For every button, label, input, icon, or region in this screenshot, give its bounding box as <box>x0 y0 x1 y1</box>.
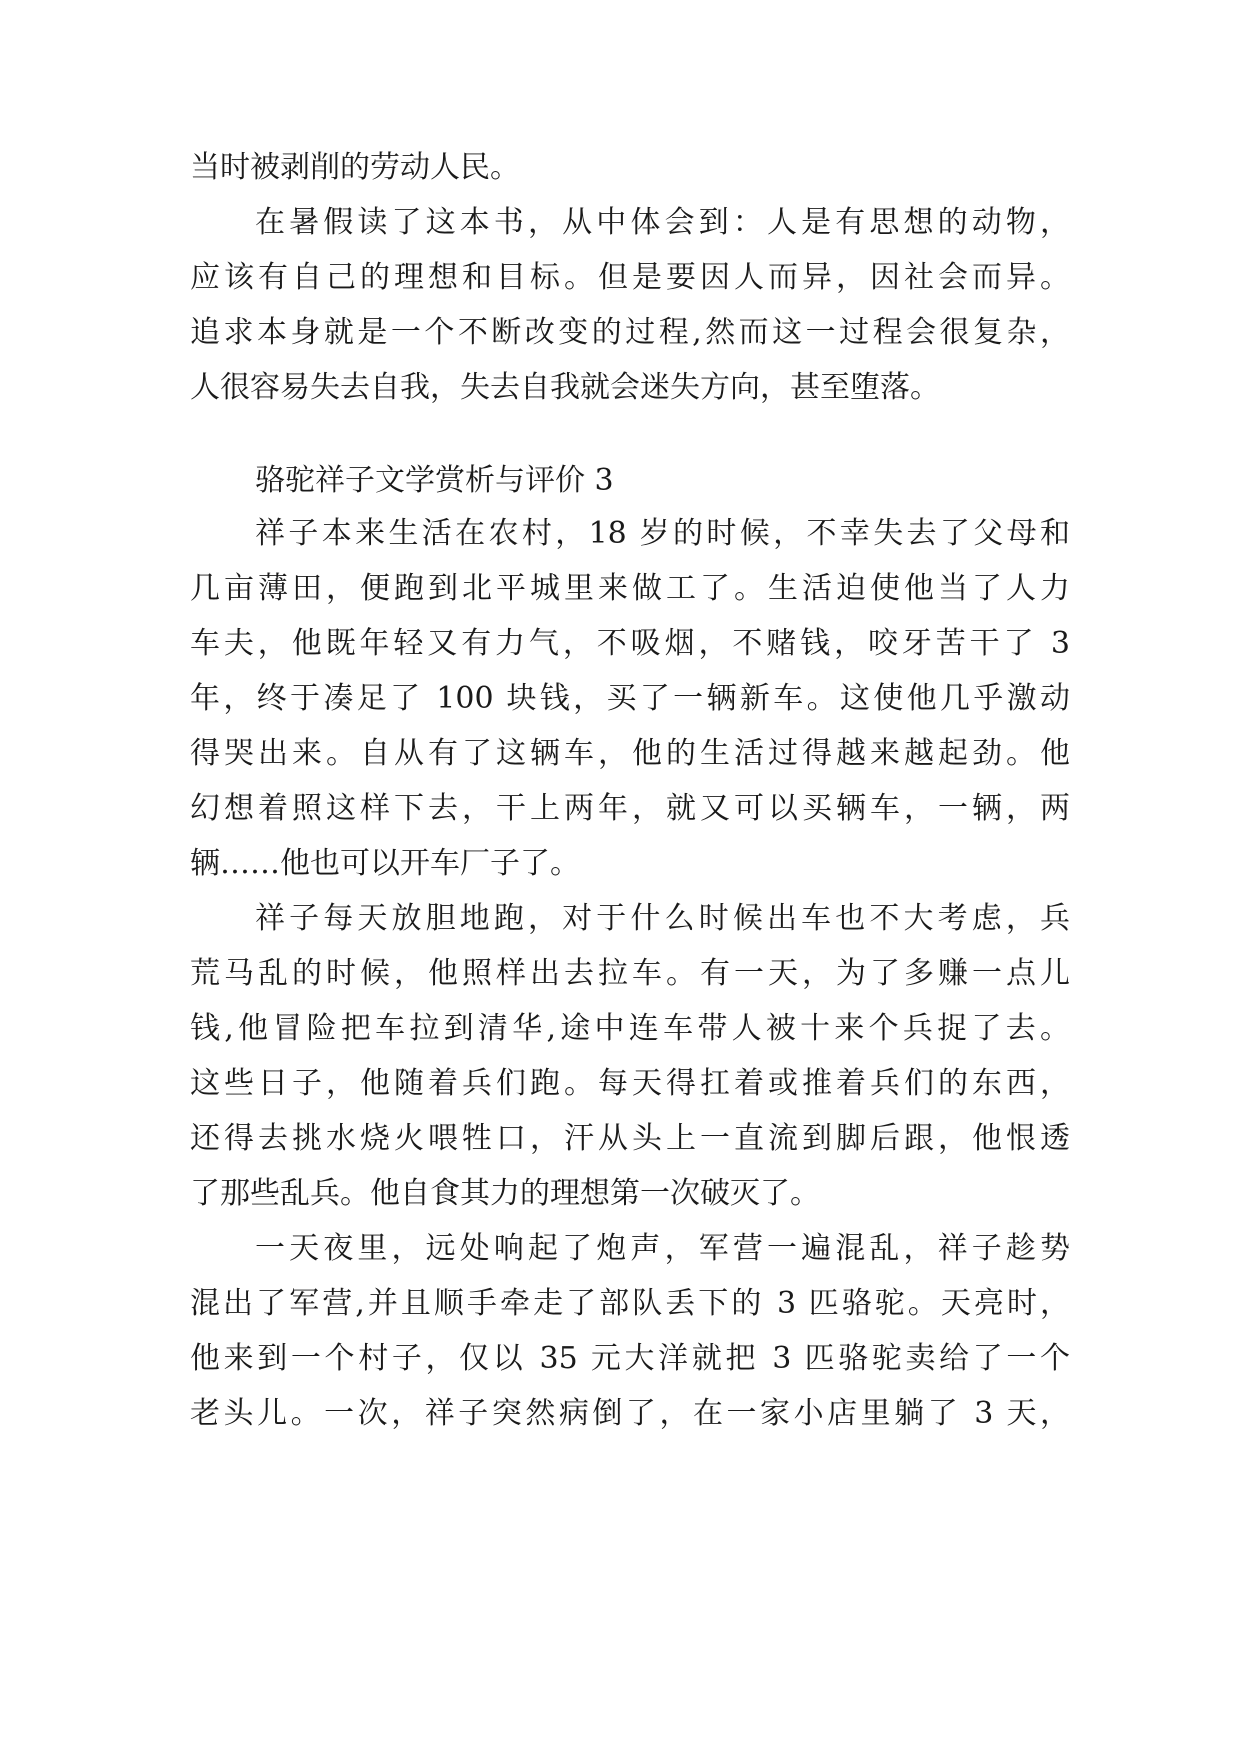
text-line: 这些日子，他随着兵们跑。每天得扛着或推着兵们的东西， <box>190 1066 1070 1101</box>
text-line: 老头儿。一次，祥子突然病倒了，在一家小店里躺了 3 天， <box>190 1396 1070 1431</box>
text-line: 还得去挑水烧火喂牲口，汗从头上一直流到脚后跟，他恨透 <box>190 1121 1070 1156</box>
text-line: 追求本身就是一个不断改变的过程,然而这一过程会很复杂， <box>190 315 1070 350</box>
paragraph-first-line: 一天夜里，远处响起了炮声，军营一遍混乱，祥子趁势 <box>255 1231 1070 1266</box>
text-line: 他来到一个村子，仅以 35 元大洋就把 3 匹骆驼卖给了一个 <box>190 1341 1070 1376</box>
text-line: 年，终于凑足了 100 块钱，买了一辆新车。这使他几乎激动 <box>190 681 1070 716</box>
text-line: 了那些乱兵。他自食其力的理想第一次破灭了。 <box>190 1176 820 1211</box>
section-heading: 骆驼祥子文学赏析与评价 3 <box>255 463 614 498</box>
text-line: 几亩薄田，便跑到北平城里来做工了。生活迫使他当了人力 <box>190 571 1070 606</box>
text-line: 当时被剥削的劳动人民。 <box>190 150 520 185</box>
paragraph-first-line: 祥子每天放胆地跑，对于什么时候出车也不大考虑，兵 <box>255 901 1070 936</box>
paragraph-first-line: 祥子本来生活在农村，18 岁的时候，不幸失去了父母和 <box>255 516 1070 551</box>
text-line: 幻想着照这样下去，干上两年，就又可以买辆车，一辆，两 <box>190 791 1070 826</box>
text-line: 应该有自己的理想和目标。但是要因人而异，因社会而异。 <box>190 260 1070 295</box>
text-line: 混出了军营,并且顺手牵走了部队丢下的 3 匹骆驼。天亮时， <box>190 1286 1070 1321</box>
text-line: 人很容易失去自我，失去自我就会迷失方向，甚至堕落。 <box>190 370 940 405</box>
text-line: 得哭出来。自从有了这辆车，他的生活过得越来越起劲。他 <box>190 736 1070 771</box>
paragraph-first-line: 在暑假读了这本书，从中体会到：人是有思想的动物， <box>255 205 1070 240</box>
text-line: 辆……他也可以开车厂子了。 <box>190 846 580 881</box>
text-line: 荒马乱的时候，他照样出去拉车。有一天，为了多赚一点儿 <box>190 956 1070 991</box>
text-line: 钱,他冒险把车拉到清华,途中连车带人被十来个兵捉了去。 <box>190 1011 1070 1046</box>
text-line: 车夫，他既年轻又有力气，不吸烟，不赌钱，咬牙苦干了 3 <box>190 626 1070 661</box>
